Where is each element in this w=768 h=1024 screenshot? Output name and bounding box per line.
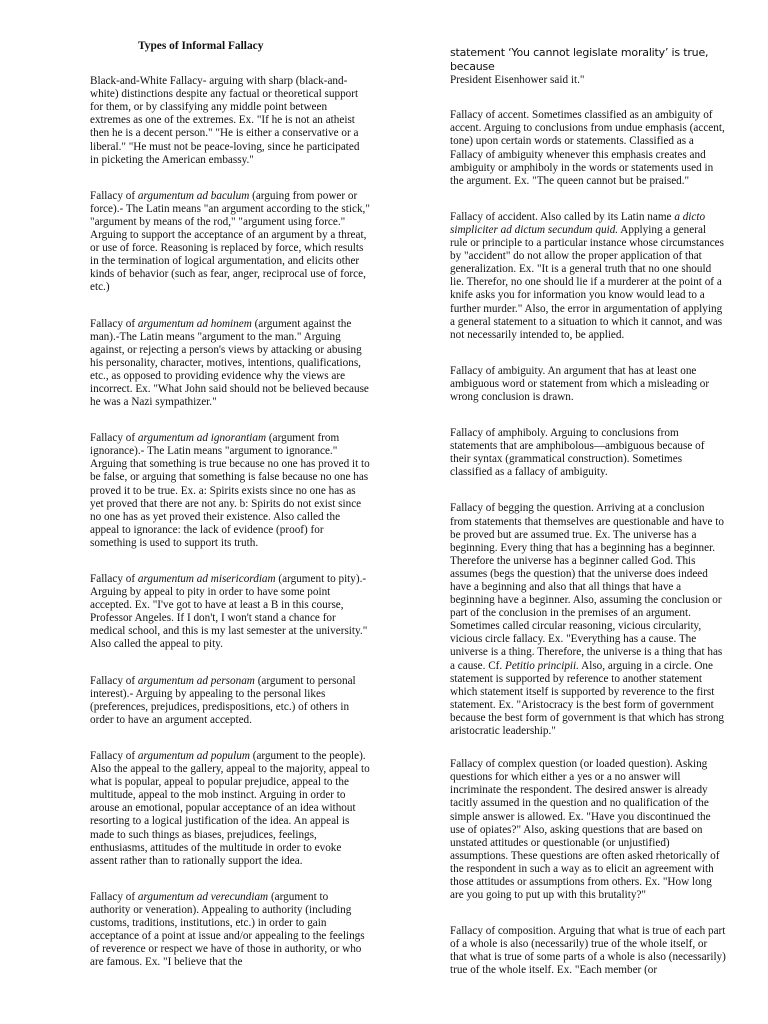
paragraph-composition: Fallacy of composition. Arguing that what is true of each part of a whole is also (necessarily) true of the whole itself, or that what is true of some parts of a whole is also (necessarily) true of the whole itself. Ex. "Each member (or	[450, 925, 726, 977]
paragraph-ad-verecundiam: Fallacy of argumentum ad verecundiam (argument to authority or veneration). Appealing to authority (including customs, traditions, institutions, etc.) in order to gain acceptance of a point at issue and/or appealing to the feelings of reverence or respect we have of those in authority, or who are famous. Ex. "I believe that the	[90, 890, 365, 969]
paragraph-begging-question: Fallacy of begging the question. Arriving at a conclusion from statements that themselves are questionable and have to be proved but are assumed true. Ex. The universe has a beginning. Every thing that has a beginning has a beginner. Therefore the universe has a beginner called God. This assumes (begs the question) that the universe does indeed have a beginning and also that all things that have a beginning have a beginner. Also, assuming the conclusion or part of the conclusion in the premises of an argument. Sometimes called circular reasoning, vicious circularity, vicious circle fallacy. Ex. "Everything has a cause. The universe is a thing. Therefore, the universe is a thing that has a cause. Cf. Petitio principii. Also, arguing in a circle. One statement is supported by reference to another statement which statement itself is supported by reverence to the first statement. Ex. "Aristocracy is the best form of government because the best form of government is that which has strong aristocratic leadership."	[450, 502, 725, 738]
paragraph-ad-misericordiam: Fallacy of argumentum ad misericordiam (argument to pity).- Arguing by appeal to pity in order to have some point accepted. Ex. "I've got to have at least a B in this course, Professor Angeles. If I don't, I won't stand a chance for medical school, and this is my last semester at the university." Also called the appeal to pity.	[90, 573, 368, 651]
paragraph-complex-question: Fallacy of complex question (or loaded question). Asking questions for which either a yes or a no answer will incriminate the respondent. The desired answer is already tacitly assumed in the question and no qualification of the simple answer is allowed. Ex. "Have you discontinued the use of opiates?" Also, asking questions that are based on unstated attitudes or questionable (or unjustified) assumptions. These questions are often asked rhetorically of the respondent in such a way as to elicit an agreement with those attitudes or assumptions from others. Ex. "How long are you going to put up with this brutality?"	[450, 758, 720, 902]
paragraph-amphiboly: Fallacy of amphiboly. Arguing to conclusions from statements that are amphibolous—ambiguous because of their syntax (grammatical construction). Sometimes classified as a fallacy of ambiguity.	[450, 427, 705, 479]
paragraph-ad-hominem: Fallacy of argumentum ad hominem (argument against the man).-The Latin means "argument to the man." Arguing against, or rejecting a person's views by attacking or abusing his personality, character, motives, intentions, qualifications, etc., as opposed to providing evidence why the views are incorrect. Ex. "What John said should not be believed because he was a Nazi sympathizer."	[90, 317, 369, 409]
left-column	[90, 40, 370, 992]
paragraph-ad-baculum: Fallacy of argumentum ad baculum (arguing from power or force).- The Latin means "an argument according to the stick," "argument by means of the rod," "argument using force." Arguing to support the acceptance of an argument by a threat, or use of force. Reasoning is replaced by force, which results in the termination of logical argumentation, and elicits other kinds of behavior (such as fear, anger, reciprocal use of force, etc.)	[90, 189, 370, 294]
paragraph-accent: Fallacy of accent. Sometimes classified as an ambiguity of accent. Arguing to conclusions from undue emphasis (accent, tone) upon certain words or statements. Classified as a Fallacy of ambiguity whenever this emphasis creates and ambiguity or amphiboly in the words or statements used in the argument. Ex. "The queen cannot but be praised."	[450, 109, 725, 187]
paragraph-accident: Fallacy of accident. Also called by its Latin name a dicto simpliciter ad dictum secundum quid. Applying a general rule or principle to a particular instance whose circumstances by "accident" do not allow the proper application of that generalization. Ex. "It is a general truth that no one should lie. Therefor, no one should lie if a murderer at the point of a knife asks you for information you know would lead to a further murder." Also, the error in argumentation of applying a general statement to a situation to which it cannot, and was not necessarily intended to, be applied.	[450, 210, 724, 341]
right-column	[450, 46, 726, 1001]
paragraph-ad-populum: Fallacy of argumentum ad populum (argument to the people). Also the appeal to the gallery, appeal to the majority, appeal to what is popular, appeal to popular prejudice, appeal to the multitude, appeal to the mob instinct. Arguing in order to arouse an emotional, popular acceptance of an idea without resorting to a logical justification of the idea. An appeal is made to such things as biases, prejudices, feelings, enthusiasms, attitudes of the multitude in order to evoke assent rather than to rationally support the idea.	[90, 749, 370, 867]
handwritten-line: statement ‘You cannot legislate morality’ is true, because	[450, 46, 709, 74]
paragraph-ad-ignorantiam: Fallacy of argumentum ad ignorantiam (argument from ignorance).- The Latin means "argument to ignorance." Arguing that something is true because no one has proved it to be false, or arguing that something is false because no one has proved it to be true. Ex. a: Spirits exists since no one has as yet proved that there are not any. b: Spirits do not exist since no one has as yet proved their existence. Also called the appeal to ignorance: the lack of evidence (proof) for something is used to support its truth.	[90, 432, 370, 549]
paragraph-black-white: Black-and-White Fallacy- arguing with sharp (black-and-white) distinctions despite any factual or theoretical support for them, or by classifying any middle point between extremes as one of the extremes. Ex. "If he is not an atheist then he is a decent person." "He is either a conservative or a liberal." "He must not be peace-loving, since he participated in picketing the American embassy."	[90, 75, 360, 166]
paragraph-continuation: statement ‘You cannot legislate morality’ is true, because President Eisenhower said it."	[450, 46, 709, 87]
paragraph-ambiguity: Fallacy of ambiguity. An argument that has at least one ambiguous word or statement from which a misleading or wrong conclusion is drawn.	[450, 364, 710, 403]
page-title: Types of Informal Fallacy	[138, 40, 264, 52]
paragraph-ad-personam: Fallacy of argumentum ad personam (argument to personal interest).- Arguing by appealing to the personal likes (preferences, prejudices, predispositions, etc.) of others in order to have an argument accepted.	[90, 674, 356, 726]
